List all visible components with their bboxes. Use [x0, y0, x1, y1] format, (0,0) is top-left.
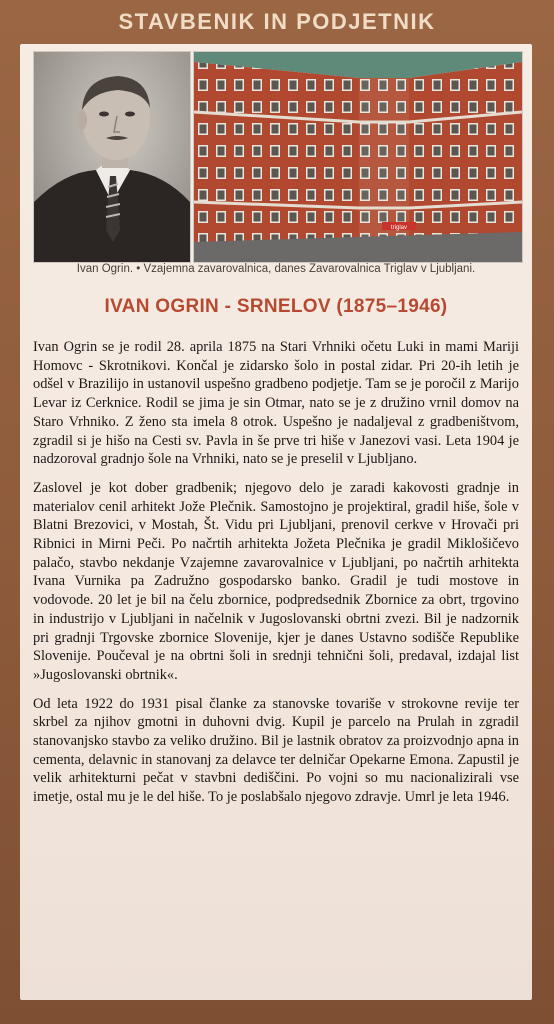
paragraph-2: Zaslovel je kot dober gradbenik; njegovo delo je zaradi kakovosti gradnje in materialov cenil arhitekt Jože Plečnik. Samostojno je projektiral, gradil hiše, šole v Blatni Brezovici, v Mostah, Št. Vidu pri Ljubljani, prenovil cerkve v Hrovači pri Ribnici in Mirni Peči. Po načrtih arhitekta Jožeta Plečnika je gradil Miklošičevo palačo, stavbo nekdanje Vzajemne zavarovalnice v Ljubljani, po načrtih arhitekta Ivana Vurnika pa Zadružno gospodarsko banko. Gradil je tudi mostove in vodovode. 20 let je bil na čelu zbornice, podpredsednik Zbornice za obrt, trgovino in industrijo v Ljubljani in načelnik v Jugoslovanski obrtni zvezi. Bil je nadzornik pri gradnji Trgovske zbornice Slovenije, kjer je danes Ustavno sodišče Republike Slovenije. Poučeval je na obrtni šoli in srednji tehnični šoli, predaval, izdajal list »Jugoslovanski obrtnik«. [33, 479, 519, 683]
article-card [20, 44, 532, 1000]
portrait-photo [34, 52, 190, 262]
photo-row [34, 52, 522, 262]
building-illustration [194, 52, 522, 262]
portrait-illustration [34, 52, 190, 262]
shop-sign-text: triglav [390, 225, 408, 231]
building-photo [194, 52, 522, 262]
paragraph-1: Ivan Ogrin se je rodil 28. aprila 1875 na Stari Vrhniki očetu Luki in mami Mariji Homovc - Skrotnikovi. Končal je zidarsko šolo in postal zidar. Pri 20-ih letih je odšel v Brazilijo in ustanovil uspešno gradbeno podjetje. Tam se je poročil z Marijo Levar iz Cerknice. Rodil se jima je sin Otmar, nato se je z družino vrnil domov na Staro Vrhniko. Z ženo sta imela 8 otrok. Uspešno je nadaljeval z gradbeništvom, zgradil si je hišo na Cesti sv. Pavla in še prve tri hiše v Janezovi vasi. Leta 1904 je nadzoroval gradnjo šole na Vrhniki, nato se je preselil v Ljubljano. [33, 339, 519, 468]
paragraph-3: Od leta 1922 do 1931 pisal članke za stanovske tovariše v strokovne revije ter skrbel za njihov gmotni in duhovni dvig. Kupil je parcelo na Prulah in zgradil stanovanjsko stavbo za veliko družino. Bil je lastnik obratov za proizvodnjo apna in cementa, delavnic in stanovanj za delavce ter delničar Opekarne Emona. Zapustil je velik arhitekturni pečat v stavbni dediščini. Po vojni so mu nacionalizirali vse imetje, ostal mu je le del hiše. To je poslabšalo njegovo zdravje. Umrl je leta 1946. [33, 695, 519, 806]
section-header: STAVBENIK IN PODJETNIK [118, 9, 436, 34]
photo-caption: Ivan Ogrin. • Vzajemna zavarovalnica, danes Zavarovalnica Triglav v Ljubljani. [76, 263, 476, 275]
article-title: IVAN OGRIN - SRNELOV (1875–1946) [104, 296, 448, 317]
article-body [33, 338, 519, 807]
